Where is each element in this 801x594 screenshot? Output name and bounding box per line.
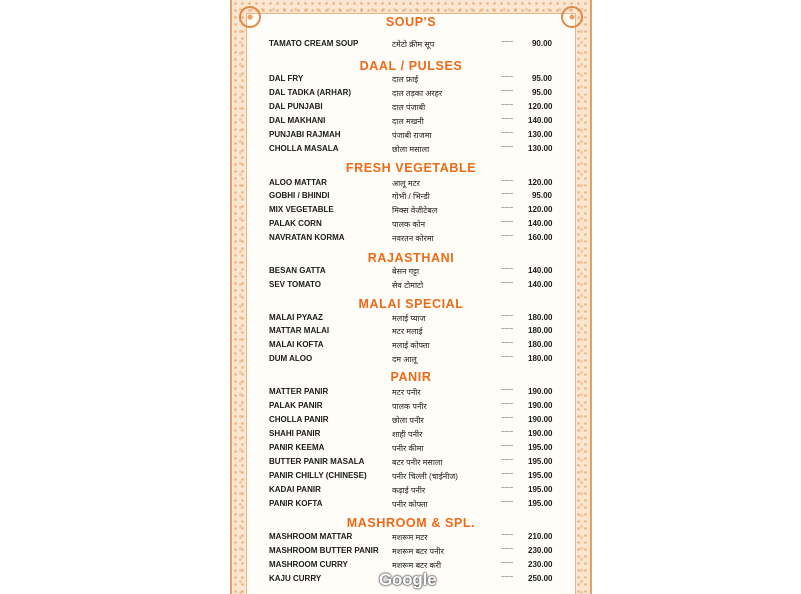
item-name: PANIR KOFTA [269,499,323,508]
item-price: 120.00 [528,178,553,187]
item-price: 230.00 [528,560,553,569]
menu-item [247,499,575,512]
price-leader: ~~~ [501,102,514,109]
item-price: 160.00 [528,233,553,242]
section-title-soups: SOUP'S [385,15,437,29]
item-name-hindi: बेसन गट्टा [392,267,420,276]
menu-item [247,88,575,101]
item-name: MATTAR MALAI [269,326,330,335]
price-leader: ~~~ [501,280,514,287]
item-name: MASHROOM CURRY [269,560,348,569]
price-leader: ~~~ [501,39,514,46]
item-name: KADAI PANIR [269,485,321,494]
menu-item [247,340,575,353]
item-name-hindi: पालक पनीर [392,402,427,411]
section-title-panir: PANIR [390,370,432,384]
price-leader: ~~~ [501,191,514,198]
item-price: 130.00 [528,144,553,153]
item-name: DAL TADKA (ARHAR) [269,88,352,97]
item-name-hindi: कढ़ाई पनीर [392,486,426,495]
item-name-hindi: मटर मलाई [392,327,423,336]
item-name-hindi: पनीर चिल्ली (चाईनीज) [392,472,458,481]
item-price: 95.00 [531,74,552,83]
item-price: 90.00 [531,39,552,48]
item-name: CHOLLA PANIR [269,415,329,424]
item-name-hindi: आलू मटर [392,179,420,188]
menu-item [247,116,575,129]
menu-item [247,354,575,367]
item-price: 195.00 [528,457,553,466]
menu-item [247,233,575,246]
item-price: 95.00 [531,88,552,97]
section-title-fresh-vegetable: FRESH VEGETABLE [345,161,477,175]
item-price: 140.00 [528,219,553,228]
menu-item [247,532,575,545]
item-name-hindi: मिक्स वेजीटेबल [392,206,438,215]
item-name-hindi: शाही पनीर [392,430,423,439]
item-name: TAMATO CREAM SOUP [269,39,359,48]
price-leader: ~~~ [501,485,514,492]
price-leader: ~~~ [501,178,514,185]
price-leader: ~~~ [501,326,514,333]
item-price: 195.00 [528,471,553,480]
item-name: NAVRATAN KORMA [269,233,345,242]
item-price: 180.00 [528,354,553,363]
item-name-hindi: मलाई कोफ्ता [392,341,430,350]
item-price: 130.00 [528,130,553,139]
item-name-hindi: मटर पनीर [392,388,421,397]
item-name-hindi: नवरतन कोरमा [392,234,434,243]
menu-item [247,39,575,52]
item-name-hindi: दाल मखनी [392,117,424,126]
item-name: MALAI PYAAZ [269,313,323,322]
section-title-daal: DAAL / PULSES [359,59,463,73]
price-leader: ~~~ [501,116,514,123]
item-name: MASHROOM MATTAR [269,532,353,541]
price-leader: ~~~ [501,354,514,361]
item-name: DAL MAKHANI [269,116,326,125]
item-name: DUM ALOO [269,354,313,363]
menu-item [247,144,575,157]
item-name-hindi: मलाई प्याज [392,314,426,323]
price-leader: ~~~ [501,130,514,137]
price-leader: ~~~ [501,443,514,450]
price-leader: ~~~ [501,219,514,226]
menu-item [247,130,575,143]
price-leader: ~~~ [501,499,514,506]
menu-item [247,415,575,428]
price-leader: ~~~ [501,88,514,95]
price-leader: ~~~ [501,574,514,581]
item-name: ALOO MATTAR [269,178,327,187]
item-name: DAL FRY [269,74,304,83]
price-leader: ~~~ [501,546,514,553]
menu-item [247,429,575,442]
price-leader: ~~~ [501,387,514,394]
menu-item [247,326,575,339]
item-name: PALAK CORN [269,219,322,228]
item-name-hindi: मशरूम बटर पनीर [392,547,444,556]
item-price: 195.00 [528,485,553,494]
menu-item [247,387,575,400]
item-name: PANIR CHILLY (CHINESE) [269,471,367,480]
item-name-hindi: दाल पंजाबी [392,103,426,112]
menu-item [247,401,575,414]
item-price: 195.00 [528,443,553,452]
item-name: BUTTER PANIR MASALA [269,457,365,466]
price-leader: ~~~ [501,233,514,240]
price-leader: ~~~ [501,144,514,151]
item-name-hindi: बटर पनीर मसाला [392,458,443,467]
menu-item [247,443,575,456]
menu-page [246,13,576,594]
item-name: SEV TOMATO [269,280,322,289]
menu-item [247,191,575,204]
section-title-malai-special: MALAI SPECIAL [358,297,464,311]
item-price: 140.00 [528,116,553,125]
menu-item [247,266,575,279]
item-name-hindi: मशरूम मटर [392,533,428,542]
item-name-hindi: पनीर कोफ्ता [392,500,428,509]
menu-item [247,546,575,559]
item-name-hindi: पालक कोन [392,220,426,229]
item-name-hindi: सेव टोमाटो [392,281,424,290]
item-price: 95.00 [531,191,552,200]
menu-item [247,205,575,218]
item-price: 190.00 [528,415,553,424]
menu-item [247,178,575,191]
menu-item [247,457,575,470]
item-price: 210.00 [528,532,553,541]
item-price: 180.00 [528,326,553,335]
menu-item [247,74,575,87]
item-price: 120.00 [528,102,553,111]
item-name: CHOLLA MASALA [269,144,339,153]
item-name: MASHROOM BUTTER PANIR [269,546,379,555]
item-name: PUNJABI RAJMAH [269,130,341,139]
item-name: MATTER PANIR [269,387,329,396]
price-leader: ~~~ [501,471,514,478]
item-name-hindi: मशरूम बटर करी [392,561,442,570]
item-name-hindi: दम आलू [392,355,417,364]
item-price: 140.00 [528,266,553,275]
price-leader: ~~~ [501,532,514,539]
price-leader: ~~~ [501,313,514,320]
price-leader: ~~~ [501,560,514,567]
price-leader: ~~~ [501,205,514,212]
item-name: KAJU CURRY [269,574,322,583]
item-price: 195.00 [528,499,553,508]
price-leader: ~~~ [501,457,514,464]
price-leader: ~~~ [501,401,514,408]
item-name-hindi: टमेटो क्रीम सूप [392,40,435,49]
item-name-hindi: छोला मसाला [392,145,430,154]
google-watermark-logo: Google [379,570,437,589]
item-price: 190.00 [528,429,553,438]
menu-item [247,102,575,115]
item-name: MALAI KOFTA [269,340,324,349]
item-name: SHAHI PANIR [269,429,321,438]
item-name-hindi: पनीर कीमा [392,444,424,453]
item-name: GOBHI / BHINDI [269,191,330,200]
item-name: BESAN GATTA [269,266,326,275]
section-title-rajasthani: RAJASTHANI [367,251,455,265]
item-price: 190.00 [528,401,553,410]
item-price: 250.00 [528,574,553,583]
item-price: 190.00 [528,387,553,396]
menu-item [247,280,575,293]
item-name-hindi: दाल फ्राई [392,75,419,84]
item-name-hindi: पंजाबी राजमा [392,131,432,140]
item-name-hindi: छोला पनीर [392,416,424,425]
item-price: 180.00 [528,340,553,349]
price-leader: ~~~ [501,415,514,422]
item-price: 230.00 [528,546,553,555]
item-name: PANIR KEEMA [269,443,325,452]
price-leader: ~~~ [501,266,514,273]
item-name: DAL PUNJABI [269,102,323,111]
section-title-mashroom: MASHROOM & SPL. [346,516,476,530]
item-name: MIX VEGETABLE [269,205,334,214]
price-leader: ~~~ [501,74,514,81]
menu-item [247,219,575,232]
menu-item [247,313,575,326]
price-leader: ~~~ [501,340,514,347]
item-price: 120.00 [528,205,553,214]
price-leader: ~~~ [501,429,514,436]
item-price: 140.00 [528,280,553,289]
item-name-hindi: दाल तड़का अरहर [392,89,443,98]
item-name: PALAK PANIR [269,401,323,410]
menu-item [247,471,575,484]
item-name-hindi: गोभी / भिन्डी [392,192,430,201]
item-price: 180.00 [528,313,553,322]
menu-card [230,0,592,594]
menu-item [247,485,575,498]
